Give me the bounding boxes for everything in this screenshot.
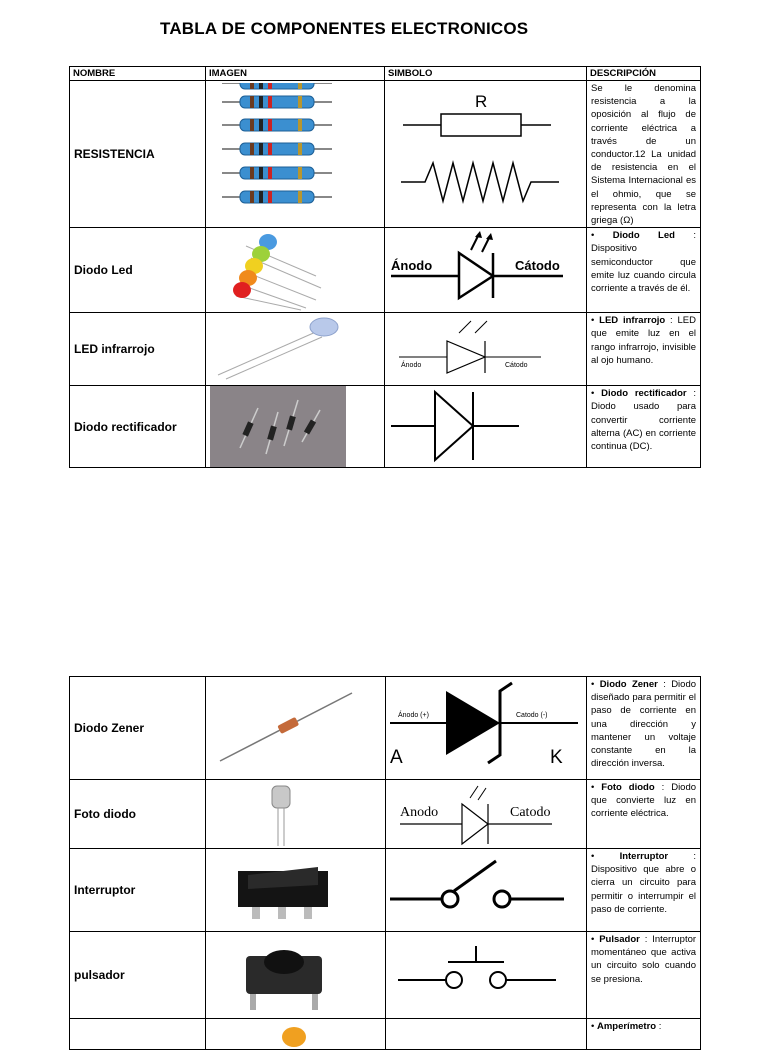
component-name: Foto diodo — [70, 780, 206, 849]
description-lead: Diodo Led — [612, 230, 675, 242]
description-cell: • Diodo Led : Dispositivo semiconductor que emite luz cuando circula corriente a través de él. — [587, 228, 701, 313]
zener-diode-symbol — [386, 677, 587, 780]
table-row — [70, 81, 701, 228]
description-cell: • Pulsador : Interruptor momentáneo que activa un circuito solo cuando se presiona. — [587, 932, 701, 1019]
header-description: DESCRIPCIÓN — [587, 67, 701, 81]
description-cell: • Amperímetro : — [587, 1019, 701, 1050]
header-name: NOMBRE — [70, 67, 206, 81]
table-row — [70, 228, 701, 313]
anode-label: Ánodo (+) — [398, 712, 429, 719]
letter-a: A — [390, 747, 403, 768]
ammeter-symbol — [386, 1019, 587, 1050]
table-row — [70, 313, 701, 386]
ir-led-symbol — [385, 313, 587, 386]
description-lead: Diodo rectificador — [601, 388, 687, 400]
led-image — [206, 228, 385, 313]
anode-label: Anodo — [400, 805, 439, 820]
table-row — [70, 677, 701, 780]
description-text: Diodo que convierte luz en corriente eléctrica. — [591, 782, 697, 820]
cathode-label: Cátodo — [505, 362, 528, 370]
led-symbol — [385, 228, 587, 313]
component-name — [70, 1019, 206, 1050]
component-name: LED infrarrojo — [70, 313, 206, 386]
cathode-label: Cátodo — [515, 258, 560, 274]
anode-label: Ánodo — [401, 362, 422, 370]
anode-label: Ánodo — [391, 258, 433, 274]
description-lead: Pulsador — [599, 934, 640, 945]
photodiode-symbol — [386, 780, 587, 849]
ir-led-image — [206, 313, 385, 386]
description-lead: Interruptor — [619, 851, 669, 862]
table-row — [70, 932, 701, 1019]
description-text: Dispositivo semiconductor que emite luz cuando circula corriente a través de él. — [591, 243, 696, 295]
switch-image — [206, 849, 386, 932]
component-name: Diodo Zener — [70, 677, 206, 780]
table-header-row — [70, 67, 701, 81]
description-lead: LED infrarrojo — [599, 315, 666, 327]
ammeter-image — [206, 1019, 386, 1050]
table-row — [70, 1019, 701, 1050]
resistor-symbol — [385, 81, 587, 228]
description-text: Se le denomina resistencia a la oposición al flujo de corriente eléctrica a través de un conductor.12 La unidad de resistencia en el Sistema Internacional es el ohmio, que se representa con la letra griega (Ω) — [591, 83, 696, 227]
header-symbol: SIMBOLO — [385, 67, 587, 81]
resistor-image — [206, 81, 385, 228]
pushbutton-symbol — [386, 932, 587, 1019]
pushbutton-image — [206, 932, 386, 1019]
resistor-label: R — [475, 91, 488, 111]
letter-k: K — [550, 747, 563, 768]
component-name: Diodo Led — [70, 228, 206, 313]
photodiode-image — [206, 780, 386, 849]
zener-diode-image — [206, 677, 386, 780]
table-row — [70, 849, 701, 932]
description-cell — [587, 81, 701, 228]
description-lead: Foto diodo — [601, 782, 655, 793]
components-table-1 — [69, 66, 701, 468]
component-name: RESISTENCIA — [70, 81, 206, 228]
header-image: IMAGEN — [206, 67, 385, 81]
description-cell: • Diodo Zener : Diodo diseñado para permitir el paso de corriente en una dirección y mantener un voltaje constante en la dirección inversa. — [587, 677, 701, 780]
component-name: pulsador — [70, 932, 206, 1019]
description-text: LED que emite luz en el rango infrarrojo, invisible al ojo humano. — [591, 315, 696, 366]
description-text: Interruptor momentáneo que activa un circuito solo cuando se presiona. — [591, 934, 697, 985]
description-cell: • Interruptor : Dispositivo que abre o cierra un circuito para permitir o interrumpir el paso de corriente. — [587, 849, 701, 932]
description-text: Diodo diseñado para permitir el paso de corriente en una dirección y mantener un voltaje constante en la dirección inversa. — [591, 679, 697, 770]
description-text: Dispositivo que abre o cierra un circuito para permitir o interrumpir el paso de corriente. — [591, 864, 696, 915]
description-cell: • Diodo rectificador : Diodo usado para convertir corriente alterna (AC) en corriente continua (DC). — [587, 386, 701, 468]
rectifier-diode-image — [206, 386, 385, 468]
table-row — [70, 386, 701, 468]
description-text: Diodo usado para convertir corriente alterna (AC) en corriente continua (DC). — [591, 401, 696, 453]
component-name: Interruptor — [70, 849, 206, 932]
components-table-2 — [69, 676, 701, 1050]
description-cell: • Foto diodo : Diodo que convierte luz en corriente eléctrica. — [587, 780, 701, 849]
component-name: Diodo rectificador — [70, 386, 206, 468]
switch-symbol — [386, 849, 587, 932]
rectifier-diode-symbol — [385, 386, 587, 468]
cathode-label: Catodo (-) — [516, 712, 548, 719]
page-title: TABLA DE COMPONENTES ELECTRONICOS — [160, 19, 529, 38]
table-row — [70, 780, 701, 849]
cathode-label: Catodo — [510, 805, 551, 820]
description-cell: • LED infrarrojo : LED que emite luz en el rango infrarrojo, invisible al ojo humano. — [587, 313, 701, 386]
description-lead: Diodo Zener — [599, 679, 658, 690]
description-lead: Amperímetro — [596, 1021, 657, 1032]
